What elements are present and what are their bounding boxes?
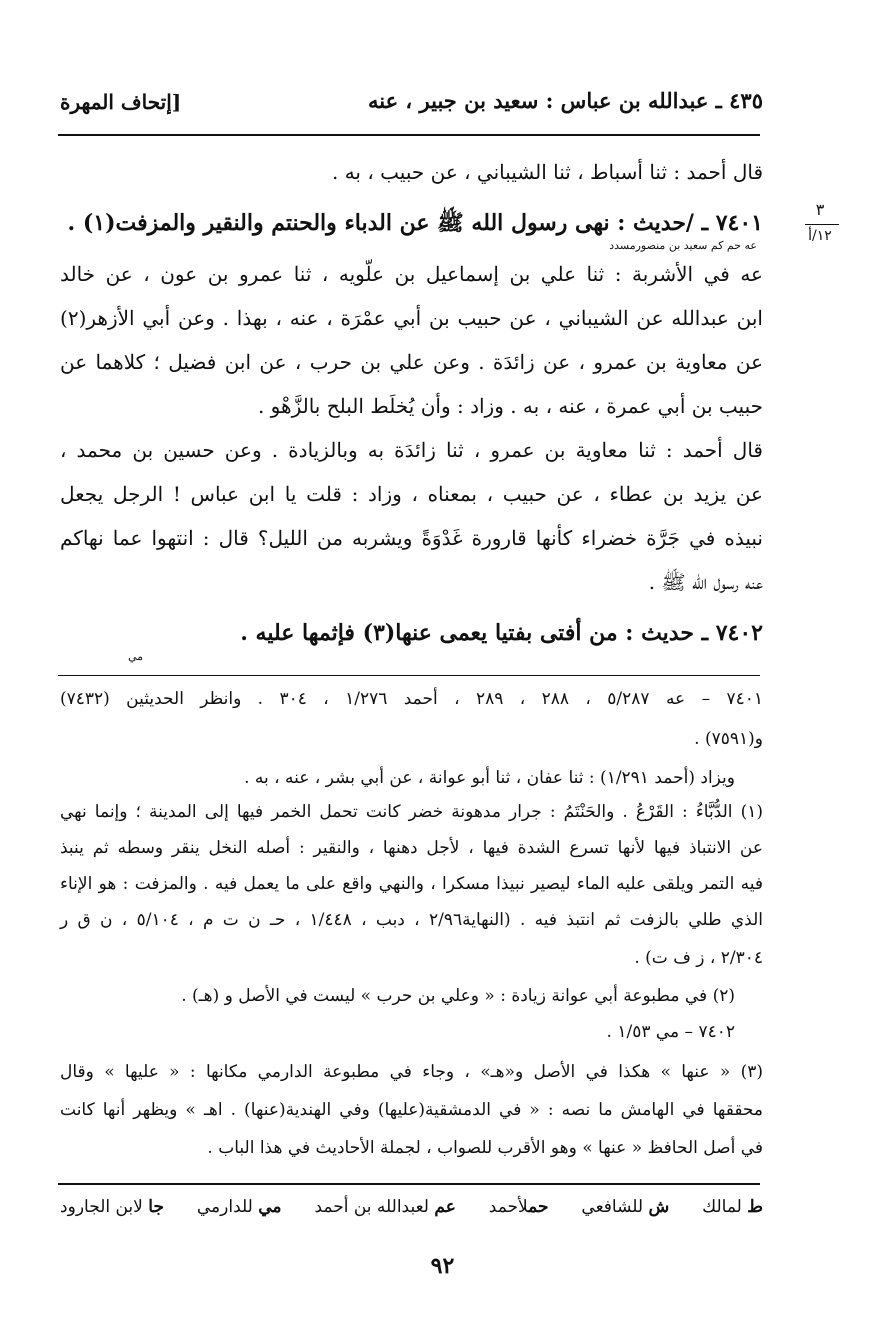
margin-number-bottom: ١٢/أ [808,228,832,244]
footnote-line-7: الذي طلي بالزفت ثم انتبذ فيه . (النهاية٢/٩٦ ، دبب ، ١/٤٤٨ ، حـ ن ت م ، ٥/١٠٤ ، ن ق ر [60,910,763,930]
footnote-line-13: في أصل الحافظ « عنها » وهو الأقرب للصواب ، لجملة الأحاديث في هذا الباب . [207,1138,763,1158]
abbreviations-rule [58,1183,760,1185]
footnote-line-5: عن الانتباذ فيها لأنها تسرع الشدة فيها ، لأجل دهنها ، والنقير : أصله النخل ينقر وسطه ثم ينبذ [60,838,763,858]
footnote-line-11: (٣) « عنها » هكذا في الأصل و«هـ» ، وجاء في مطبوعة الدارمي مكانها : « عليها » وقال [60,1062,763,1082]
body-line-6: حبيب بن أبي عمرة ، عنه ، به . وزاد : وأن يُخلَط البلح بالزَّهْو . [257,394,763,418]
running-header-title: ٤٣٥ ـ عبدالله بن عباس : سعيد بن جبير ، عنه [368,88,763,113]
body-line-4: ابن عبدالله عن الشيباني ، عن حبيب بن أبي عمْرَة ، عنه ، بهذا . وعن أبي الأزهر(٢) [60,306,763,330]
footnote-line-8: ٢/٣٠٤ ، ز ف ت) . [634,948,763,968]
page-number: ٩٢ [430,1253,455,1279]
body-line-1: قال أحمد : ثنا أسباط ، ثنا الشيباني ، عن حبيب ، به . [331,160,763,184]
body-line-3: عه في الأشربة : ثنا علي بن إسماعيل بن علّويه ، ثنا عمرو بن عون ، عن خالد [60,262,763,286]
margin-number-top: ٣ [815,200,825,219]
abbreviation-item: مي للدارمي [196,1197,282,1217]
footnote-line-2: و(٧٥٩١) . [694,729,763,749]
body-line-8: عن يزيد بن عطاء ، عن حبيب ، بمعناه ، وزاد : قلت يا ابن عباس ! الرجل يجعل [60,482,763,506]
body-line-5: عن معاوية بن عمرو ، عن زائدَة . وعن علي بن حرب ، عن ابن فضيل ؛ كلاهما عن [60,350,763,374]
footnote-line-4: (١) الدُّبَّاءُ : القَرْعُ . والحَنْتَمُ : جرار مدهونة خضر كانت تحمل الخمر فيها إلى المدينة ؛ وإنما نهي [60,802,763,822]
abbreviation-item: عم لعبدالله بن أحمد [314,1197,456,1217]
footnote-line-3: ويزاد (أحمد ١/٢٩١) : ثنا عفان ، ثنا أبو عوانة ، عن أبي بشر ، عنه ، به . [244,768,735,788]
footnote-line-9: (٢) في مطبوعة أبي عوانة زيادة : « وعلي بن حرب » ليست في الأصل و (هـ) . [181,986,735,1006]
abbreviation-item: ش للشافعي [581,1197,670,1217]
abbreviation-item: ط لمالك [702,1197,763,1217]
body-line-9: نبيذه في جَرَّة خضراء كأنها قارورة غَدْوَةً ويشربه من الليل؟ قال : انتهوا عما نهاكم [60,526,763,550]
abbreviations-key [60,1197,763,1217]
hadith-7401-sigla: عه حم كم سعيد بن منصورمسدد [609,239,757,252]
hadith-7401-heading: ٧٤٠١ ـ /حديث : نهى رسول الله ﷺ عن الدباء والحنتم والنقير والمزفت(١) . [67,210,763,236]
hadith-7402-sigla: مي [127,650,143,663]
running-header-book: [إتحاف المهرة [60,90,182,114]
footnote-line-10: ٧٤٠٢ – مي ١/٥٣ . [606,1022,735,1042]
hadith-7402-heading: ٧٤٠٢ ـ حديث : من أفتى بفتيا يعمى عنها(٣) فإثمها عليه . [240,620,763,646]
abbreviation-item: حملأحمد [488,1197,549,1217]
body-line-7: قال أحمد : ثنا معاوية بن عمرو ، ثنا زائدَة به وبالزيادة . وعن حسين بن محمد ، [60,438,763,462]
footnote-line-1: ٧٤٠١ – عه ٥/٢٨٧ ، ٢٨٨ ، ٢٨٩ ، أحمد ١/٢٧٦ ، ٣٠٤ . وانظر الحديثين (٧٤٣٢) [60,689,763,709]
body-line-10: عنه رسول الله ﷺ . [648,570,763,594]
footnote-rule [58,675,760,676]
footnote-line-6: فيه التمر ويلقى عليه الماء ليصير نبيذا مسكرا ، والنهي واقع على ما يعمل فيه . والمزفت : هو الإناء [60,874,763,894]
header-rule [58,134,760,136]
margin-divider [805,224,839,225]
abbreviation-item: جا لابن الجارود [60,1197,164,1217]
footnote-line-12: محققها في الهامش ما نصه : « في الدمشقية(عليها) وفي الهندية(عنها) . اهـ » ويظهر أنها كانت [60,1100,763,1120]
